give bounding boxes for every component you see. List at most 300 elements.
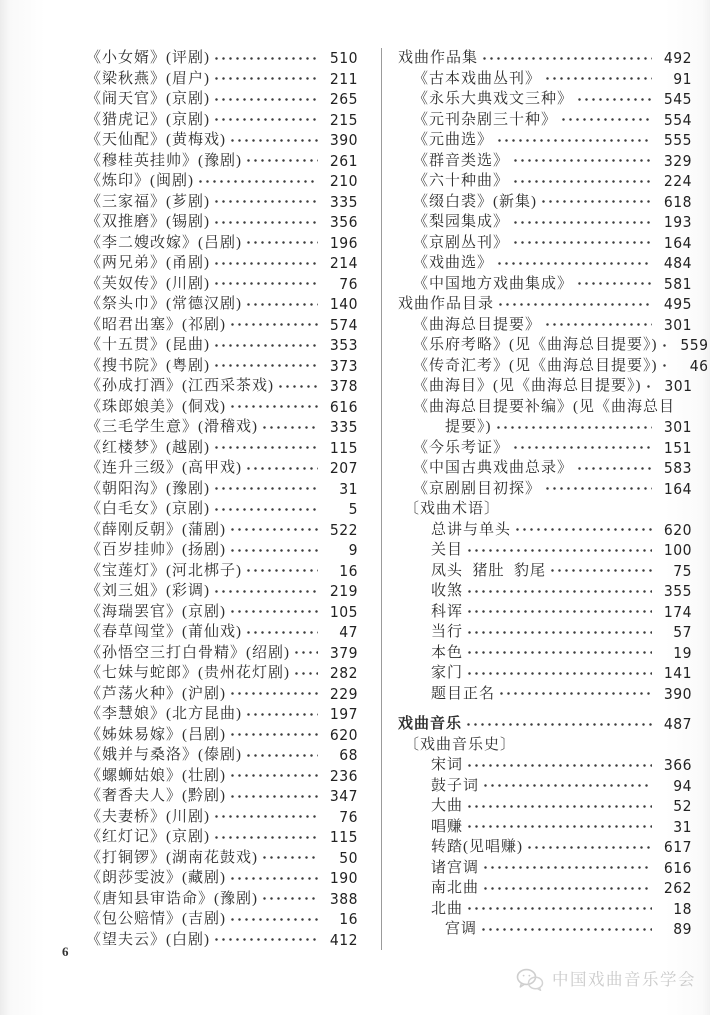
dot-leader [544, 69, 652, 90]
entry-title: 《孙悟空三打白骨精》(绍剧) [86, 644, 290, 661]
entry-title: 凤头 猪肚 豹尾 [431, 562, 547, 579]
entry-page-number: 100 [663, 541, 692, 559]
toc-entry [398, 684, 692, 705]
entry-title: 《曲海总目提要补编》(见《曲海总目 [413, 398, 675, 415]
dot-leader [245, 622, 318, 643]
entry-title: 《红灯记》(京剧) [86, 829, 210, 845]
toc-entry [398, 48, 692, 69]
toc-entry [86, 294, 358, 315]
entry-title: 戏曲作品集 [398, 50, 479, 66]
toc-entry [398, 130, 692, 151]
toc-right-column [398, 48, 709, 950]
entry-page-number: 9 [348, 541, 358, 559]
entry-title: 《望夫云》(白剧) [86, 931, 210, 948]
entry-title: 诸宫调 [431, 859, 480, 876]
entry-page-number: 378 [329, 377, 358, 395]
dot-leader [213, 807, 318, 828]
entry-title: 科诨 [431, 603, 464, 620]
entry-page-number: 91 [673, 69, 692, 88]
dot-leader [466, 581, 652, 602]
toc-entry [86, 89, 358, 110]
entry-page-number: 616 [663, 858, 692, 877]
entry-title: 《群音类选》 [413, 152, 510, 169]
entry-page-number: 261 [329, 151, 358, 170]
entry-title: 《夫妻桥》(川剧) [86, 808, 210, 825]
dot-leader [213, 356, 318, 377]
entry-title: 《宝莲灯》(河北梆子) [86, 562, 242, 579]
toc-entry [398, 89, 692, 110]
dot-leader [213, 581, 318, 602]
entry-page-number: 522 [329, 520, 358, 539]
dot-leader [213, 89, 318, 110]
entry-page-number: 174 [663, 602, 692, 621]
entry-title: 大曲 [431, 798, 464, 814]
dot-leader [213, 827, 318, 848]
entry-page-number: 193 [663, 213, 692, 231]
toc-entry [86, 376, 358, 397]
dot-leader [277, 376, 318, 397]
entry-title: 《梨园集成》 [413, 214, 510, 230]
entry-title: 家门 [431, 665, 464, 681]
entry-page-number: 301 [663, 418, 692, 436]
toc-entry [86, 151, 358, 172]
toc-entry [86, 602, 358, 623]
entry-title: 《中国地方戏曲集成》 [413, 275, 574, 292]
entry-title: 《孙成打酒》(江西采茶戏) [86, 378, 274, 394]
entry-title: 《京剧剧目初探》 [413, 480, 542, 497]
entry-page-number: 412 [329, 930, 358, 949]
entry-page-number: 262 [663, 879, 692, 897]
entry-page-number: 140 [329, 295, 358, 313]
dot-leader [496, 130, 652, 151]
entry-page-number: 197 [329, 705, 358, 723]
toc-entry [398, 499, 692, 520]
entry-page-number: 356 [329, 213, 358, 231]
entry-title: 《朝阳沟》(豫剧) [86, 480, 210, 497]
toc-entry [398, 796, 692, 817]
wechat-icon [516, 968, 544, 992]
toc-entry [86, 766, 358, 787]
toc-entry [86, 69, 358, 90]
entry-title: 唱赚 [431, 818, 464, 835]
dot-leader [229, 868, 318, 889]
entry-title: 《京剧丛刊》 [413, 234, 510, 251]
dot-leader [512, 212, 652, 233]
toc-entry [86, 622, 358, 643]
entry-title: 《白毛女》(京剧) [86, 501, 210, 517]
toc-entry [86, 479, 358, 500]
dot-leader [497, 294, 652, 315]
dot-leader [466, 540, 652, 561]
entry-title: 《李二嫂改嫁》(吕剧) [86, 234, 242, 251]
entry-title: 收煞 [431, 583, 464, 599]
toc-entry [398, 714, 692, 735]
dot-leader [213, 479, 318, 500]
entry-title: 《芦荡火种》(沪剧) [86, 685, 226, 702]
dot-leader [213, 212, 318, 233]
dot-leader [229, 684, 318, 705]
dot-leader [482, 878, 652, 899]
entry-page-number: 105 [329, 602, 358, 621]
toc-entry [86, 663, 358, 684]
toc-entry [398, 878, 692, 899]
entry-page-number: 329 [663, 151, 692, 170]
toc-entry [398, 479, 692, 500]
dot-leader [213, 499, 318, 520]
entry-title: 《姊妹易嫁》(吕剧) [86, 726, 226, 743]
entry-page-number: 616 [329, 397, 358, 416]
entry-page-number: 236 [329, 766, 358, 785]
entry-page-number: 210 [329, 172, 358, 190]
dot-leader [213, 48, 318, 69]
toc-entry [398, 192, 692, 213]
toc-entry [86, 233, 358, 254]
entry-page-number: 581 [663, 274, 692, 293]
dot-leader [229, 766, 318, 787]
dot-leader [245, 294, 318, 315]
entry-title: 提要》) [445, 419, 492, 435]
dot-leader [213, 110, 318, 131]
toc-entry [86, 930, 358, 951]
entry-page-number: 583 [663, 459, 692, 477]
entry-title: 《乐府考略》(见《曲海总目提要》) [413, 337, 658, 353]
dot-leader [213, 930, 318, 951]
dot-leader [229, 540, 318, 561]
toc-entry [86, 356, 358, 377]
entry-title: 本色 [431, 644, 464, 661]
toc-entry [398, 151, 692, 172]
toc-entry [86, 48, 358, 69]
entry-page-number: 388 [329, 889, 358, 908]
toc-entry [398, 561, 692, 582]
entry-page-number: 76 [339, 807, 358, 826]
toc-entry [86, 807, 358, 828]
entry-title: 《奢香夫人》(黔剧) [86, 788, 226, 804]
entry-title: 《炼印》(闽剧) [86, 173, 194, 189]
dot-leader [197, 171, 318, 192]
entry-page-number: 620 [663, 520, 692, 539]
entry-page-number: 141 [663, 664, 692, 682]
entry-page-number: 16 [339, 910, 358, 928]
dot-leader [661, 335, 669, 356]
dot-leader [482, 858, 652, 879]
entry-title: 《红楼梦》(越剧) [86, 439, 210, 456]
entry-title: 关目 [431, 542, 464, 558]
entry-title: 《穆桂英挂帅》(豫剧) [86, 152, 242, 169]
entry-title: 《春草闯堂》(莆仙戏) [86, 624, 242, 640]
dot-leader [576, 458, 652, 479]
entry-title: 《曲海目》(见《曲海总目提要》) [413, 378, 642, 394]
toc-columns [0, 48, 709, 950]
entry-title: 当行 [431, 624, 464, 640]
entry-page-number: 19 [673, 643, 692, 662]
dot-leader [560, 110, 652, 131]
entry-title: 《祭头巾》(常德汉剧) [86, 296, 242, 312]
entry-page-number: 301 [663, 315, 692, 334]
entry-title: 南北曲 [431, 880, 480, 896]
dot-leader [576, 89, 652, 110]
toc-entry [86, 786, 358, 807]
toc-entry [398, 622, 692, 643]
entry-page-number: 555 [663, 131, 692, 149]
toc-entry [398, 417, 692, 438]
entry-page-number: 164 [663, 233, 692, 252]
entry-title: 《十五贯》(昆曲) [86, 337, 210, 353]
toc-entry [398, 274, 692, 295]
toc-entry [398, 643, 692, 664]
entry-page-number: 5 [348, 500, 358, 518]
entry-page-number: 353 [329, 336, 358, 354]
dot-leader [495, 417, 653, 438]
dot-leader [512, 438, 652, 459]
toc-entry [398, 520, 692, 541]
dot-leader [466, 622, 652, 643]
toc-entry [86, 643, 358, 664]
dot-leader [261, 848, 318, 869]
entry-page-number: 487 [663, 715, 692, 733]
watermark [516, 967, 696, 993]
toc-entry [86, 130, 358, 151]
dot-leader [213, 253, 318, 274]
dot-leader [544, 479, 652, 500]
toc-entry [398, 315, 692, 336]
entry-title: 《中国古典戏曲总录》 [413, 460, 574, 476]
dot-leader [661, 356, 669, 377]
toc-entry [398, 581, 692, 602]
entry-title: 北曲 [431, 900, 464, 917]
entry-title: 《李慧娘》(北方昆曲) [86, 706, 242, 722]
dot-leader [245, 233, 318, 254]
entry-page-number: 16 [339, 561, 358, 580]
toc-entry [86, 745, 358, 766]
entry-title: 《朗莎雯波》(藏剧) [86, 870, 226, 886]
dot-leader [229, 909, 318, 930]
dot-leader [229, 520, 318, 541]
toc-left-column [86, 48, 358, 950]
toc-entry [398, 540, 692, 561]
dot-leader [466, 643, 652, 664]
entry-title: 《梁秋燕》(眉户) [86, 70, 210, 87]
dot-leader [512, 233, 652, 254]
dot-leader [481, 48, 652, 69]
toc-entry [398, 817, 692, 838]
toc-entry [86, 171, 358, 192]
entry-page-number: 335 [329, 418, 358, 436]
toc-gap [398, 704, 692, 714]
dot-leader [213, 274, 318, 295]
entry-title: 《薛刚反朝》(蒲剧) [86, 521, 226, 538]
dot-leader [213, 335, 318, 356]
toc-entry [86, 110, 358, 131]
toc-entry [398, 602, 692, 623]
entry-page-number: 559 [680, 336, 709, 354]
dot-leader [645, 376, 653, 397]
toc-entry [398, 171, 692, 192]
entry-page-number: 115 [329, 438, 358, 457]
entry-page-number: 617 [663, 838, 692, 856]
entry-page-number: 390 [329, 131, 358, 149]
dot-leader [261, 889, 318, 910]
entry-title: 《闹天官》(京剧) [86, 91, 210, 107]
toc-entry [398, 397, 692, 418]
toc-entry [398, 356, 709, 377]
entry-page-number: 355 [663, 582, 692, 600]
toc-entry [86, 253, 358, 274]
toc-entry [86, 397, 358, 418]
dot-leader [544, 315, 652, 336]
entry-page-number: 224 [663, 172, 692, 190]
entry-title: 《珠郎娘美》(侗戏) [86, 398, 226, 415]
entry-page-number: 301 [664, 377, 693, 395]
dot-leader [245, 458, 318, 479]
entry-title: 《天仙配》(黄梅戏) [86, 132, 226, 148]
entry-title: 《今乐考证》 [413, 439, 510, 456]
entry-title: 《七妹与蛇郎》(贵州花灯剧) [86, 665, 290, 681]
dot-leader [498, 684, 652, 705]
entry-title: 宫调 [445, 921, 478, 937]
dot-leader [496, 253, 652, 274]
toc-entry [86, 192, 358, 213]
toc-entry [398, 294, 692, 315]
entry-title: 《芙奴传》(川剧) [86, 275, 210, 292]
toc-entry [86, 540, 358, 561]
toc-entry [398, 458, 692, 479]
entry-page-number: 75 [673, 561, 692, 580]
toc-entry [86, 520, 358, 541]
entry-title: 宋词 [431, 757, 464, 773]
watermark-text: 中国戏曲音乐学会 [552, 970, 696, 989]
entry-page-number: 31 [673, 817, 692, 836]
dot-leader [229, 602, 318, 623]
entry-page-number: 46 [689, 356, 709, 375]
entry-title: 《螺蛳姑娘》(壮剧) [86, 767, 226, 784]
toc-entry [86, 889, 358, 910]
dot-leader [465, 714, 652, 735]
entry-title: 《小女婿》(评剧) [86, 50, 210, 66]
dot-leader [213, 438, 318, 459]
entry-page-number: 164 [663, 479, 692, 498]
entry-page-number: 554 [663, 110, 692, 129]
entry-title: 《娥并与桑洛》(傣剧) [86, 747, 242, 763]
entry-title: 《搜书院》(粤剧) [86, 357, 210, 374]
dot-leader [229, 397, 318, 418]
entry-page-number: 89 [673, 920, 692, 938]
entry-page-number: 196 [329, 233, 358, 252]
entry-page-number: 492 [663, 49, 692, 67]
dot-leader [480, 919, 652, 940]
entry-page-number: 115 [329, 828, 358, 846]
entry-page-number: 620 [329, 725, 358, 744]
entry-page-number: 545 [663, 90, 692, 108]
dot-leader [466, 899, 652, 920]
toc-entry [398, 212, 692, 233]
entry-page-number: 68 [339, 746, 358, 764]
dot-leader [213, 69, 318, 90]
toc-entry [398, 755, 692, 776]
dot-leader [512, 151, 652, 172]
toc-entry [86, 417, 358, 438]
toc-entry [398, 335, 709, 356]
toc-entry [86, 212, 358, 233]
dot-leader [466, 602, 652, 623]
entry-page-number: 390 [663, 684, 692, 703]
toc-entry [86, 274, 358, 295]
entry-page-number: 510 [329, 49, 358, 67]
entry-page-number: 366 [663, 756, 692, 774]
page-number: 6 [62, 944, 69, 959]
toc-entry [86, 315, 358, 336]
entry-page-number: 52 [673, 797, 692, 815]
entry-title: 《连升三级》(高甲戏) [86, 460, 242, 476]
entry-page-number: 214 [329, 254, 358, 272]
dot-leader [229, 130, 318, 151]
toc-entry [86, 458, 358, 479]
entry-title: 《双推磨》(锡剧) [86, 214, 210, 230]
entry-title: 《古本戏曲丛刊》 [413, 70, 542, 87]
toc-entry [86, 438, 358, 459]
toc-entry [398, 253, 692, 274]
dot-leader [482, 776, 652, 797]
entry-page-number: 282 [329, 664, 358, 682]
dot-leader [514, 520, 652, 541]
toc-entry [398, 776, 692, 797]
dot-leader [245, 704, 318, 725]
entry-page-number: 50 [339, 848, 358, 867]
entry-title: 〔戏曲术语〕 [404, 501, 501, 517]
entry-page-number: 373 [329, 356, 358, 375]
entry-title: 《包公赔情》(吉剧) [86, 911, 226, 927]
toc-entry [398, 438, 692, 459]
entry-title: 《六十种曲》 [413, 173, 510, 189]
toc-entry [398, 663, 692, 684]
dot-leader [466, 755, 652, 776]
dot-leader [229, 725, 318, 746]
toc-entry [86, 561, 358, 582]
toc-entry [398, 899, 692, 920]
dot-leader [512, 171, 652, 192]
dot-leader [229, 786, 318, 807]
toc-entry [86, 909, 358, 930]
toc-entry [86, 868, 358, 889]
entry-title: 《缀白裘》(新集) [413, 193, 537, 210]
entry-title: 《昭君出塞》(祁剧) [86, 316, 226, 333]
toc-entry [86, 335, 358, 356]
toc-entry [398, 735, 692, 756]
dot-leader [540, 192, 652, 213]
entry-title: 《曲海总目提要》 [413, 316, 542, 333]
entry-page-number: 211 [329, 69, 358, 88]
dot-leader [576, 274, 652, 295]
toc-entry [86, 704, 358, 725]
dot-leader [466, 663, 652, 684]
entry-page-number: 379 [329, 643, 358, 662]
dot-leader [466, 796, 652, 817]
toc-entry [86, 848, 358, 869]
entry-page-number: 347 [329, 787, 358, 805]
toc-entry [398, 376, 692, 397]
entry-page-number: 495 [663, 295, 692, 313]
toc-entry [86, 581, 358, 602]
entry-page-number: 335 [329, 192, 358, 211]
toc-entry [398, 110, 692, 131]
dot-leader [213, 192, 318, 213]
entry-title: 《海瑞罢官》(京剧) [86, 603, 226, 620]
column-divider [381, 48, 382, 950]
entry-title: 〔戏曲音乐史〕 [404, 736, 517, 753]
entry-page-number: 618 [663, 192, 692, 211]
entry-page-number: 207 [329, 459, 358, 477]
toc-entry [398, 69, 692, 90]
